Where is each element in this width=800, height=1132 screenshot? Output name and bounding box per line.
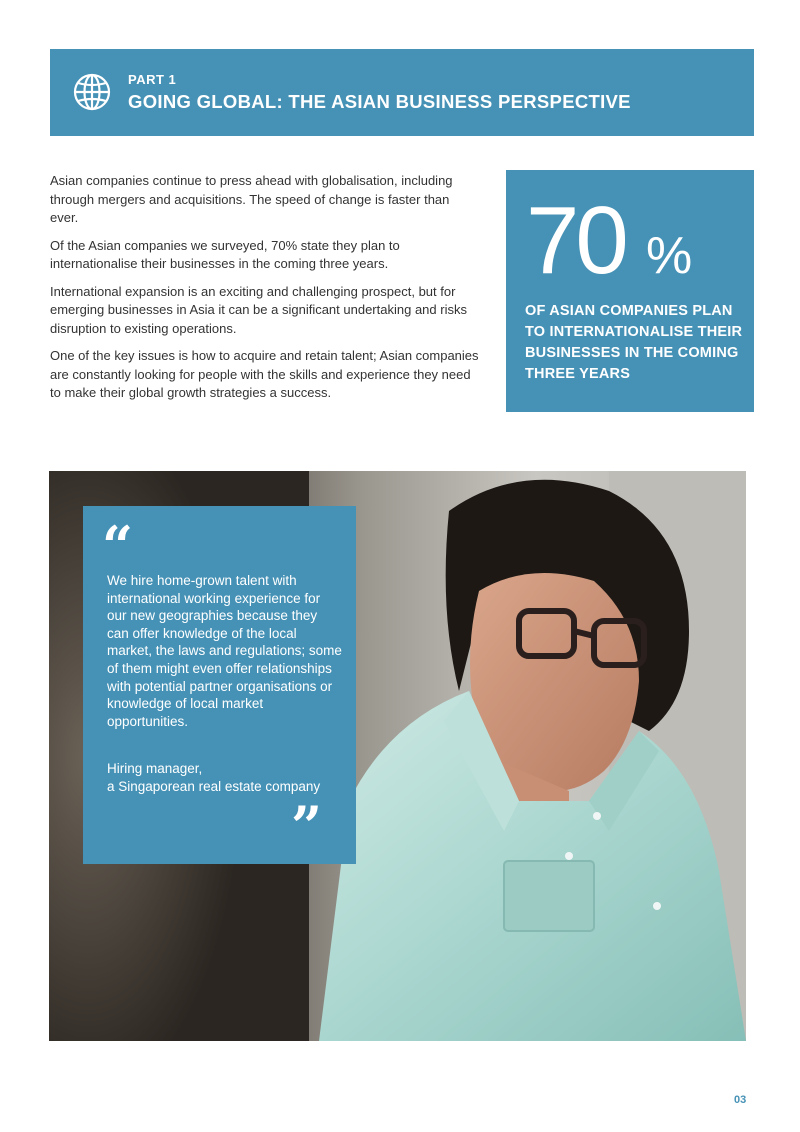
page-number: 03 [734,1094,747,1106]
section-header [50,49,754,136]
section-title: GOING GLOBAL: THE ASIAN BUSINESS PERSPECTIVE [128,91,631,112]
quote-text: We hire home-grown talent with international working experience for our new geographies because they can offer knowledge of the local market, the laws and regulations; some of them might even offer relationships with potential partner organisations or knowledge of local market opportunities. [107,573,342,729]
stat-unit: % [646,227,693,285]
open-quote-icon: “ [102,514,134,578]
intro-paragraph: International expansion is an exciting and challenging prospect, but for emerging businesses in Asia it can be a significant undertaking and risks disruption to existing operations. [50,283,467,336]
intro-paragraph: Of the Asian companies we surveyed, 70% state they plan to internationalise their businesses in the coming three years. [50,237,400,271]
part-label: PART 1 [128,72,177,87]
attribution-role: Hiring manager, [107,761,203,776]
testimonial-quote [83,506,356,864]
quote-attribution [107,760,347,795]
intro-paragraph: One of the key issues is how to acquire and retain talent; Asian companies are constantly looking for people with the skills and experience they need to make their global growth strategies a success. [50,348,479,400]
stat-value: 70 [526,187,625,294]
stat-description: OF ASIAN COMPANIES PLAN TO INTERNATIONALISE THEIR BUSINESSES IN THE COMING THREE YEARS [525,303,743,382]
globe-icon [72,72,112,112]
intro-paragraph: Asian companies continue to press ahead with globalisation, including through mergers and acquisitions. The speed of change is faster than ever. [50,173,453,225]
stat-callout [506,170,754,412]
intro-text [50,172,480,412]
close-quote-icon: ” [291,794,323,858]
attribution-company: a Singaporean real estate company [107,778,321,794]
